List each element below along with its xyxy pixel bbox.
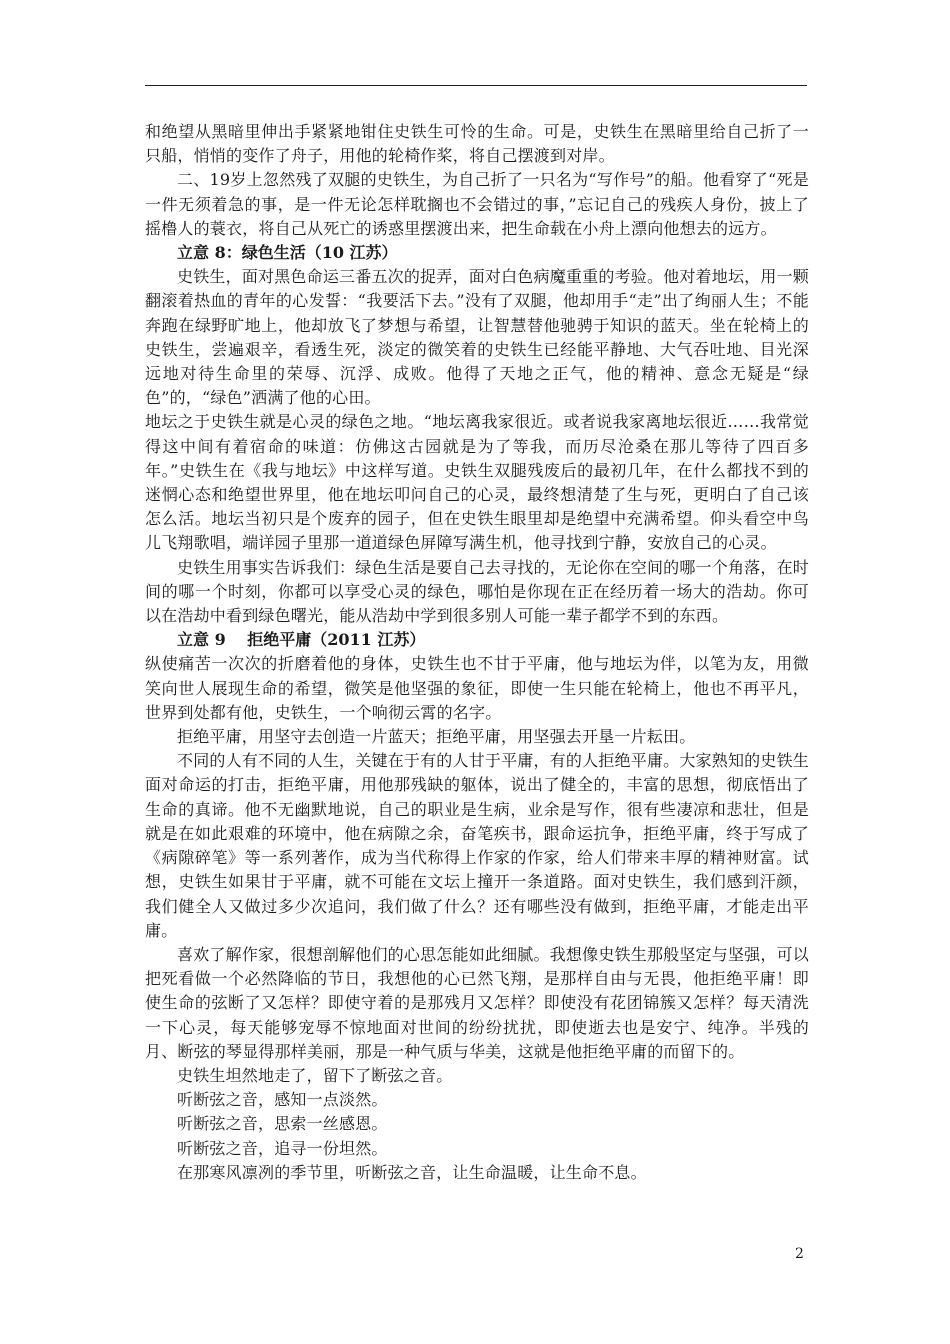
paragraph-5: 史铁生用事实告诉我们：绿色生活是要自己去寻找的，无论你在空间的哪一个角落，在时间的哪一个时刻，你都可以享受心灵的绿色，哪怕是你现在正在经历着一场大的浩劫。你可以在浩劫中看到绿色曙光，能从浩劫中学到很多别人可能一辈子都学不到的东西。 xyxy=(145,557,809,626)
paragraph-13: 听断弦之音，追寻一份坦然。 xyxy=(177,1138,388,1158)
document-body xyxy=(145,120,809,1185)
paragraph-12: 听断弦之音，思索一丝感恩。 xyxy=(177,1114,388,1134)
paragraph-9: 喜欢了解作家，很想剖解他们的心思怎能如此细腻。我想像史铁生那般坚定与坚强，可以把死看做一个必然降临的节日，我想他的心已然飞翔，是那样自由与无畏，他拒绝平庸！即使生命的弦断了又怎样？即使守着的是那残月又怎样？即使没有花团锦簇又怎样？每天清洗一下心灵，每天能够宠辱不惊地面对世间的纷纷扰扰，即使逝去也是安宁、纯净。半残的月、断弦的琴显得那样美丽，那是一种气质与华美，这就是他拒绝平庸的而留下的。 xyxy=(145,944,809,1061)
page-number: 2 xyxy=(795,1246,804,1262)
header-rule xyxy=(145,85,807,86)
paragraph-3: 史铁生，面对黑色命运三番五次的捉弄，面对白色病魔重重的考验。他对着地坛，用一颗翻滚着热血的青年的心发誓：“我要活下去。”没有了双腿，他却用手“走”出了绚丽人生；不能奔跑在绿野旷地上，他却放飞了梦想与希望，让智慧替他驰骋于知识的蓝天。坐在轮椅上的史铁生，尝遍艰辛，看透生死，淡定的微笑着的史铁生已经能平静地、大气吞吐地、目光深远地对待生命里的荣辱、沉浮、成败。他得了天地之正气，他的精神、意念无疑是“绿色”的，“绿色”洒满了他的心田。 xyxy=(145,267,809,408)
paragraph-8: 不同的人有不同的人生，关键在于有的人甘于平庸，有的人拒绝平庸。大家熟知的史铁生面对命运的打击，拒绝平庸，用他那残缺的躯体，说出了健全的，丰富的思想，彻底悟出了生命的真谛。他不无幽默地说，自己的职业是生病，业余是写作，很有些凄凉和悲壮，但是就是在如此艰难的环境中，他在病隙之余，奋笔疾书，跟命运抗争，拒绝平庸，终于写成了《病隙碎笔》等一系列著作，成为当代称得上作家的作家，给人们带来丰厚的精神财富。试想，史铁生如果甘于平庸，就不可能在文坛上撞开一条道路。面对史铁生，我们感到汗颜，我们健全人又做过多少次追问，我们做了什么？还有哪些没有做到，拒绝平庸，才能走出平庸。 xyxy=(145,751,809,940)
paragraph-14: 在那寒风凛冽的季节里，听断弦之音，让生命温暖，让生命不息。 xyxy=(177,1162,647,1182)
paragraph-10: 史铁生坦然地走了，留下了断弦之音。 xyxy=(177,1065,453,1085)
section-heading-8: 立意 8：绿色生活（10 江苏） xyxy=(177,243,398,263)
paragraph-4: 地坛之于史铁生就是心灵的绿色之地。“地坛离我家很近。或者说我家离地坛很近……我常觉得这中间有着宿命的味道：仿佛这古园就是为了等我，而历尽沧桑在那儿等待了四百多年。”史铁生在《我与地坛》中这样写道。史铁生双腿残废后的最初几年，在什么都找不到的迷惘心态和绝望世界里，他在地坛叩问自己的心灵，最终想清楚了生与死，更明白了自己该怎么活。地坛当初只是个废弃的园子，但在史铁生眼里却是绝望中充满希望。仰头看空中鸟儿飞翔歌唱，端详园子里那一道道绿色屏障写满生机，他寻找到宁静，安放自己的心灵。 xyxy=(145,412,809,553)
paragraph-1: 和绝望从黑暗里伸出手紧紧地钳住史铁生可怜的生命。可是，史铁生在黑暗里给自己折了一只船，悄悄的变作了舟子，用他的轮椅作桨，将自己摆渡到对岸。 xyxy=(145,122,809,166)
paragraph-2: 二、19岁上忽然残了双腿的史铁生，为自己折了一只名为“写作号”的船。他看穿了“死是一件无须着急的事，是一件无论怎样耽搁也不会错过的事，”忘记自己的残疾人身份，披上了摇橹人的蓑衣，将自己从死亡的诱惑里摆渡出来，把生命载在小舟上漂向他想去的远方。 xyxy=(145,170,809,238)
paragraph-11: 听断弦之音，感知一点淡然。 xyxy=(177,1090,388,1110)
paragraph-7: 拒绝平庸，用坚守去创造一片蓝天；拒绝平庸，用坚强去开垦一片耘田。 xyxy=(177,727,696,747)
section-heading-9: 立意 9 拒绝平庸（2011 江苏） xyxy=(177,630,426,650)
paragraph-6: 纵使痛苦一次次的折磨着他的身体，史铁生也不甘于平庸，他与地坛为伴，以笔为友，用微笑向世人展现生命的希望，微笑是他坚强的象征，即使一生只能在轮椅上，他也不再平凡，世界到处都有他，史铁生，一个响彻云霄的名字。 xyxy=(145,654,809,722)
